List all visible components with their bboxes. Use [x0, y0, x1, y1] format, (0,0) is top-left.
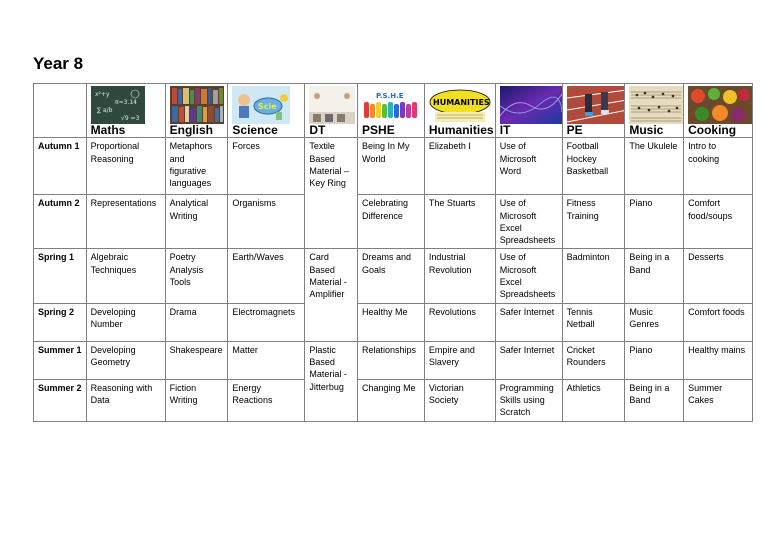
music-image-cell [625, 84, 684, 125]
subject-header-cooking: Cooking [684, 124, 753, 138]
svg-text:√9 =3: √9 =3 [120, 115, 140, 122]
pshe-image-cell [358, 84, 425, 125]
image-row [34, 84, 753, 125]
table-cell: Reasoning with Data [86, 379, 165, 421]
table-cell: Safer Internet [495, 341, 562, 379]
table-cell: Being in a Band [625, 249, 684, 303]
table-cell: Card Based Material - Amplifier [305, 249, 358, 341]
subject-header-pe: PE [562, 124, 625, 138]
cooking-image [688, 86, 752, 124]
it-image [500, 86, 562, 124]
table-cell: Being in a Band [625, 379, 684, 421]
subject-header-english: English [165, 124, 228, 138]
term-label: Autumn 2 [34, 195, 87, 249]
term-label: Autumn 1 [34, 138, 87, 195]
table-cell: Tennis Netball [562, 303, 625, 341]
science-image [232, 86, 290, 124]
table-cell: Drama [165, 303, 228, 341]
table-row [34, 138, 753, 195]
svg-text:π=3.14: π=3.14 [114, 99, 137, 106]
table-cell: Desserts [684, 249, 753, 303]
table-cell: Summer Cakes [684, 379, 753, 421]
table-row [34, 341, 753, 379]
humanities-logo-text: HUMANITIES [432, 98, 490, 107]
subject-header-humanities: Humanities [424, 124, 495, 138]
table-cell: Elizabeth I [424, 138, 495, 195]
pshe-image [362, 86, 422, 124]
table-cell: Healthy Me [358, 303, 425, 341]
table-cell: Badminton [562, 249, 625, 303]
humanities-image-cell [424, 84, 495, 125]
subject-header-dt: DT [305, 124, 358, 138]
table-cell: Cricket Rounders [562, 341, 625, 379]
maths-image-cell [86, 84, 165, 125]
table-cell: Use of Microsoft Excel Spreadsheets [495, 195, 562, 249]
table-cell: Celebrating Difference [358, 195, 425, 249]
humanities-image [427, 86, 493, 124]
table-cell: Fitness Training [562, 195, 625, 249]
table-cell: Comfort foods [684, 303, 753, 341]
table-row [34, 195, 753, 249]
table-cell: Energy Reactions [228, 379, 305, 421]
table-cell: Fiction Writing [165, 379, 228, 421]
table-cell: Athletics [562, 379, 625, 421]
table-cell: Football Hockey Basketball [562, 138, 625, 195]
subject-header-row [34, 124, 753, 138]
table-cell: Music Genres [625, 303, 684, 341]
dt-image [309, 86, 355, 124]
table-cell: Piano [625, 341, 684, 379]
table-cell: Revolutions [424, 303, 495, 341]
table-row [34, 249, 753, 303]
curriculum-table [33, 83, 753, 422]
table-cell: Changing Me [358, 379, 425, 421]
table-cell: Poetry Analysis Tools [165, 249, 228, 303]
table-cell: Victorian Society [424, 379, 495, 421]
table-cell: Industrial Revolution [424, 249, 495, 303]
subject-header-maths: Maths [86, 124, 165, 138]
table-row [34, 379, 753, 421]
science-image-cell [228, 84, 305, 125]
table-cell: Developing Geometry [86, 341, 165, 379]
table-cell: Developing Number [86, 303, 165, 341]
table-cell: Comfort food/soups [684, 195, 753, 249]
svg-text:x²+y: x²+y [94, 91, 110, 98]
term-label: Summer 2 [34, 379, 87, 421]
page-title: Year 8 [33, 54, 84, 73]
table-cell: The Stuarts [424, 195, 495, 249]
table-cell: Proportional Reasoning [86, 138, 165, 195]
english-image-cell [165, 84, 228, 125]
pe-image-cell [562, 84, 625, 125]
table-cell: Metaphors and figurative languages [165, 138, 228, 195]
table-cell: Representations [86, 195, 165, 249]
table-cell: Electromagnets [228, 303, 305, 341]
table-cell: Safer Internet [495, 303, 562, 341]
table-cell: Intro to cooking [684, 138, 753, 195]
pshe-logo-text: P.S.H.E [376, 92, 404, 100]
table-cell: Plastic Based Material - Jitterbug [305, 341, 358, 421]
table-cell: Being In My World [358, 138, 425, 195]
term-label: Summer 1 [34, 341, 87, 379]
table-cell: Dreams and Goals [358, 249, 425, 303]
table-cell: Healthy mains [684, 341, 753, 379]
table-row [34, 303, 753, 341]
subject-header-science: Science [228, 124, 305, 138]
table-cell: Use of Microsoft Word [495, 138, 562, 195]
subject-header-music: Music [625, 124, 684, 138]
music-sheet-image [629, 86, 683, 124]
table-cell: Relationships [358, 341, 425, 379]
it-image-cell [495, 84, 562, 125]
term-label: Spring 2 [34, 303, 87, 341]
english-bookshelf-image [170, 86, 224, 124]
table-cell: Empire and Slavery [424, 341, 495, 379]
maths-chalkboard-image [91, 86, 145, 124]
dt-image-cell [305, 84, 358, 125]
table-cell: Analytical Writing [165, 195, 228, 249]
table-cell: Piano [625, 195, 684, 249]
pe-image [567, 86, 625, 124]
table-cell: Algebraic Techniques [86, 249, 165, 303]
table-cell: Use of Microsoft Excel Spreadsheets [495, 249, 562, 303]
table-cell: Textile Based Material – Key Ring [305, 138, 358, 249]
svg-text:∑ a/b: ∑ a/b [96, 107, 113, 114]
table-cell: Programming Skills using Scratch [495, 379, 562, 421]
table-cell: The Ukulele [625, 138, 684, 195]
table-cell: Shakespeare [165, 341, 228, 379]
table-cell: Earth/Waves [228, 249, 305, 303]
table-cell: Organisms [228, 195, 305, 249]
table-cell: Matter [228, 341, 305, 379]
subject-header-it: IT [495, 124, 562, 138]
corner-cell [34, 84, 87, 138]
table-cell: Forces [228, 138, 305, 195]
subject-header-pshe: PSHE [358, 124, 425, 138]
cooking-image-cell [684, 84, 753, 125]
term-label: Spring 1 [34, 249, 87, 303]
svg-text:Scie: Scie [258, 102, 278, 111]
